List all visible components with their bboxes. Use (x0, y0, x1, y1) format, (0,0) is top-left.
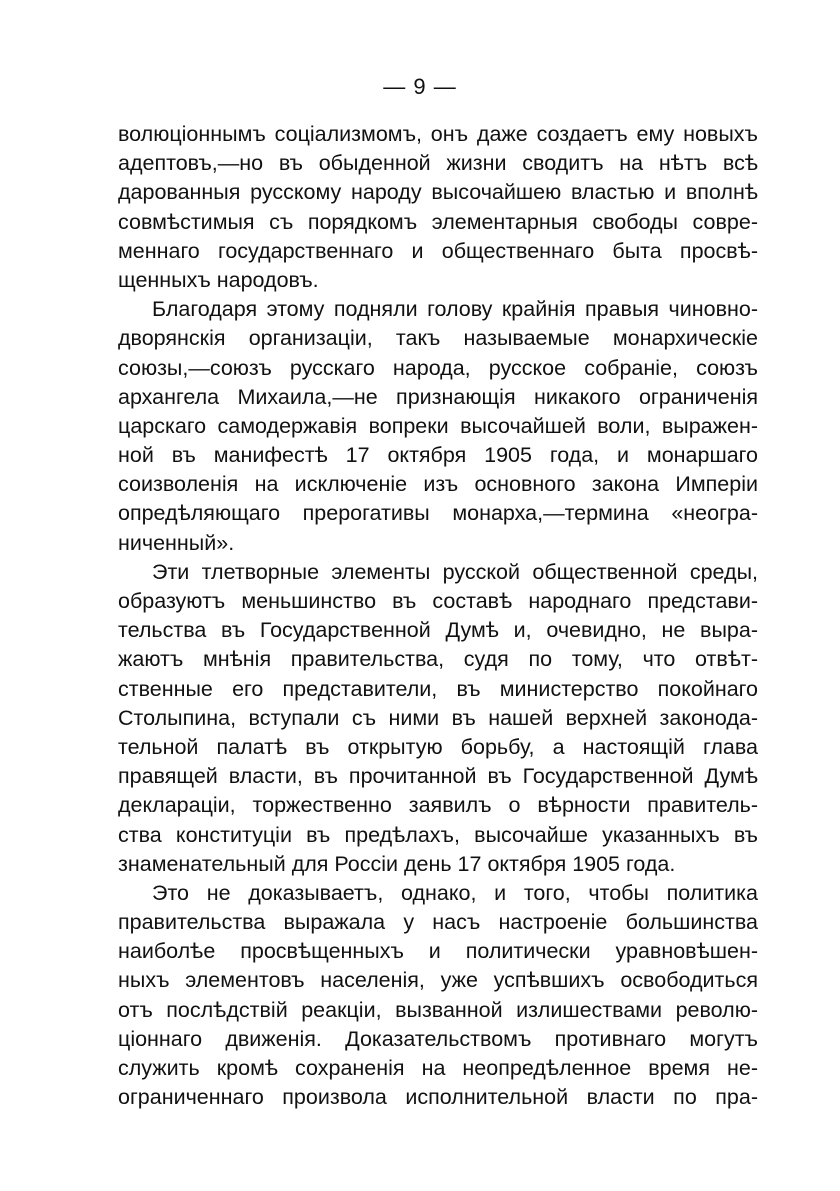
text-line: правящей власти, въ прочитанной въ Государственной Думѣ (118, 764, 758, 789)
page-number: — 9 — (383, 74, 457, 99)
text-line: наиболѣе просвѣщенныхъ и политически уравновѣшен- (118, 939, 758, 964)
text-line: ниченный». (118, 530, 235, 555)
text-line: Эти тлетворные элементы русской общественной среды, (152, 559, 758, 584)
text-line: союзы,—союзъ русскаго народа, русское собраніе, союзъ (118, 355, 758, 380)
text-line: образуютъ меньшинство въ составѣ народнаго представи- (118, 589, 758, 613)
text-line: деклараціи, торжественно заявилъ о вѣрности правитель- (118, 793, 758, 818)
paragraph-2 (118, 295, 758, 558)
text-line: волюціоннымъ соціализмомъ, онъ даже создаетъ ему новыхъ (118, 122, 758, 146)
text-line: Благодаря этому подняли голову крайнія правыя чиновно- (152, 297, 758, 322)
text-line: служить кромѣ сохраненія на неопредѣленное время не- (118, 1056, 758, 1080)
paragraph-3 (118, 558, 758, 879)
text-line: ціоннаго движенія. Доказательствомъ противнаго могутъ (118, 1026, 758, 1051)
text-line: адептовъ,—но въ обыденной жизни сводитъ на нѣтъ всѣ (118, 151, 758, 176)
text-line: опредѣляющаго прерогативы монарха,—термина «неогра- (118, 501, 758, 526)
text-line: правительства выражала у насъ настроеніе большинства (118, 910, 758, 935)
text-line: Столыпина, вступали съ ними въ нашей верхней законода- (118, 705, 758, 730)
text-line: ныхъ элементовъ населенія, уже успѣвшихъ освободиться (118, 968, 758, 993)
body-text (118, 120, 758, 1112)
text-line: меннаго государственнаго и общественнаго быта просвѣ- (118, 238, 758, 263)
text-line: ственные его представители, въ министерство покойнаго (118, 676, 758, 701)
text-line: знаменательный для Россіи день 17 октября 1905 года. (118, 851, 676, 876)
text-line: жаютъ мнѣнія правительства, судя по тому, что отвѣт- (118, 647, 758, 672)
text-line: соизволенія на исключеніе изъ основного закона Имперіи (118, 472, 758, 497)
text-line: ства конституціи въ предѣлахъ, высочайше указанныхъ въ (118, 822, 758, 847)
paragraph-1 (118, 120, 758, 295)
text-line: архангела Михаила,—не признающія никакого ограниченія (118, 384, 758, 409)
text-line: тельства въ Государственной Думѣ и, очевидно, не выра- (118, 618, 758, 643)
text-line: Это не доказываетъ, однако, и того, чтобы политика (152, 880, 758, 905)
text-line: ной въ манифестѣ 17 октября 1905 года, и монаршаго (118, 443, 758, 468)
text-line: совмѣстимыя съ порядкомъ элементарныя свободы совре- (118, 209, 758, 234)
text-line: щенныхъ народовъ. (118, 267, 319, 292)
text-line: дворянскія организаціи, такъ называемые монархическіе (118, 326, 758, 351)
text-line: тельной палатѣ въ открытую борьбу, а настоящій глава (118, 734, 758, 759)
text-line: дарованныя русскому народу высочайшею властью и вполнѣ (118, 180, 758, 205)
text-line: отъ послѣдствій реакціи, вызванной излишествами револю- (118, 997, 758, 1022)
text-line: царскаго самодержавія вопреки высочайшей воли, выражен- (118, 413, 758, 438)
paragraph-4 (118, 879, 758, 1113)
text-line: ограниченнаго произвола исполнительной власти по пра- (118, 1085, 758, 1110)
